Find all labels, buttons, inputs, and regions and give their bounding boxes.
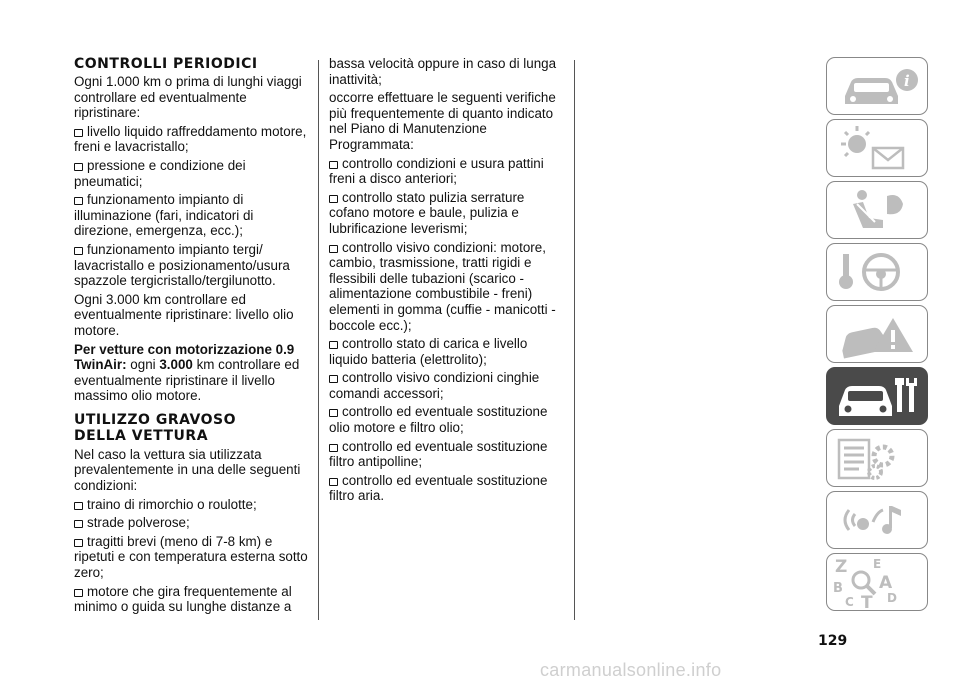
svg-text:i: i (904, 72, 910, 90)
list-item: controllo ed eventuale sostituzione filtro antipolline; (329, 438, 548, 470)
svg-text:D: D (887, 591, 897, 605)
list-item: controllo condizioni e usura pattini freni a disco anteriori; (329, 155, 544, 187)
tab-car-info[interactable] (826, 57, 928, 115)
heading-utilizzo-gravoso: UTILIZZO GRAVOSO DELLA VETTURA (74, 411, 236, 444)
svg-text:C: C (845, 595, 854, 609)
svg-text:T: T (861, 593, 873, 612)
multimedia-icon (827, 492, 928, 549)
checkbox-icon (329, 195, 338, 203)
list-item: motore che gira frequentemente al minimo o guida su lunghe distanze a (74, 583, 292, 615)
seat-airbag-icon (827, 182, 928, 239)
column-divider (318, 60, 319, 620)
checkbox-icon (329, 375, 338, 383)
tab-maintenance[interactable] (826, 367, 928, 425)
tab-alphabetical-index[interactable] (826, 553, 928, 611)
svg-text:Z: Z (835, 557, 848, 577)
svg-text:E: E (873, 557, 882, 571)
checkbox-icon (74, 539, 83, 547)
list-item: controllo visivo condizioni: motore, cambio, trasmissione, tratti rigidi e flessibili delle tubazioni (scarico - alimentazione combustibile - freni) elementi in gomma (cuffie - manicotti - boccole ecc.); (329, 239, 556, 333)
right-column (329, 56, 567, 507)
lights-message-icon (827, 120, 928, 177)
list-item: controllo stato pulizia serrature cofano motore e baule, pulizia e lubrificazione leverismi; (329, 189, 525, 236)
tab-key-steering[interactable] (826, 243, 928, 301)
alphabetical-index-icon (827, 554, 928, 611)
warning-car-icon (827, 306, 928, 363)
list-item: traino di rimorchio o roulotte; (74, 497, 312, 513)
tab-lights-messages[interactable] (826, 119, 928, 177)
checkbox-icon (74, 129, 83, 137)
tab-emergency[interactable] (826, 305, 928, 363)
intro-1000km: Ogni 1.000 km o prima di lunghi viaggi controllare ed eventualmente ripristinare: (74, 74, 302, 121)
checkbox-icon (74, 197, 83, 205)
checkbox-icon (329, 245, 338, 253)
checkbox-icon (74, 520, 83, 528)
svg-text:B: B (833, 581, 843, 596)
heavy-use-intro: Nel caso la vettura sia utilizzata prevalentemente in una delle seguenti condizioni: (74, 446, 301, 494)
list-item: pressione e condizione dei pneumatici; (74, 157, 246, 189)
key-steering-icon (827, 244, 928, 301)
list-item: livello liquido raffreddamento motore, freni e lavacristallo; (74, 123, 307, 155)
list-item: strade polverose; (74, 515, 312, 531)
watermark: carmanualsonline.info (540, 660, 722, 680)
car-info-icon (827, 58, 928, 115)
specs-gear-icon (827, 430, 928, 487)
checkbox-icon (74, 247, 83, 255)
list-item: controllo stato di carica e livello liquido batteria (elettrolito); (329, 336, 528, 367)
checkbox-icon (329, 478, 338, 486)
paragraph-3000km: Ogni 3.000 km controllare ed eventualmente ripristinare: livello olio motore. (74, 291, 294, 338)
checkbox-icon (329, 444, 338, 452)
list-item: tragitti brevi (meno di 7-8 km) e ripetuti e con temperatura esterna sotto zero; (74, 533, 308, 581)
svg-text:A: A (879, 573, 893, 593)
checkbox-icon (329, 161, 338, 169)
checkbox-icon (74, 502, 83, 510)
list-item: controllo ed eventuale sostituzione filtro aria. (329, 472, 548, 504)
paragraph-twinair: Per vetture con motorizzazione 0.9 TwinAir: ogni 3.000 km controllare ed eventualmente ripristinare il livello massimo olio motore. (74, 341, 300, 404)
tab-seat-airbag[interactable] (826, 181, 928, 239)
continuation-text: bassa velocità oppure in caso di lunga inattività; (329, 56, 557, 87)
left-column (74, 56, 312, 618)
tab-multimedia[interactable] (826, 491, 928, 549)
checkbox-icon (74, 163, 83, 171)
verification-intro: occorre effettuare le seguenti verifiche più frequentemente di quanto indicato nel Piano di Manutenzione Programmata: (329, 90, 556, 152)
list-item: funzionamento impianto tergi/ lavacristallo e posizionamento/usura spazzole tergicristallo/tergilunotto. (74, 241, 290, 289)
list-item: funzionamento impianto di illuminazione (fari, indicatori di direzione, emergenza, ecc.); (74, 192, 254, 239)
checkbox-icon (329, 409, 338, 417)
checkbox-icon (329, 341, 338, 349)
page-number: 129 (818, 633, 848, 649)
checkbox-icon (74, 589, 83, 597)
heading-controlli-periodici: CONTROLLI PERIODICI (74, 56, 258, 72)
list-item: controllo visivo condizioni cinghie comandi accessori; (329, 370, 540, 401)
column-divider (574, 60, 575, 620)
car-tools-icon (827, 368, 928, 425)
list-item: controllo ed eventuale sostituzione olio motore e filtro olio; (329, 404, 548, 436)
tab-technical-data[interactable] (826, 429, 928, 487)
